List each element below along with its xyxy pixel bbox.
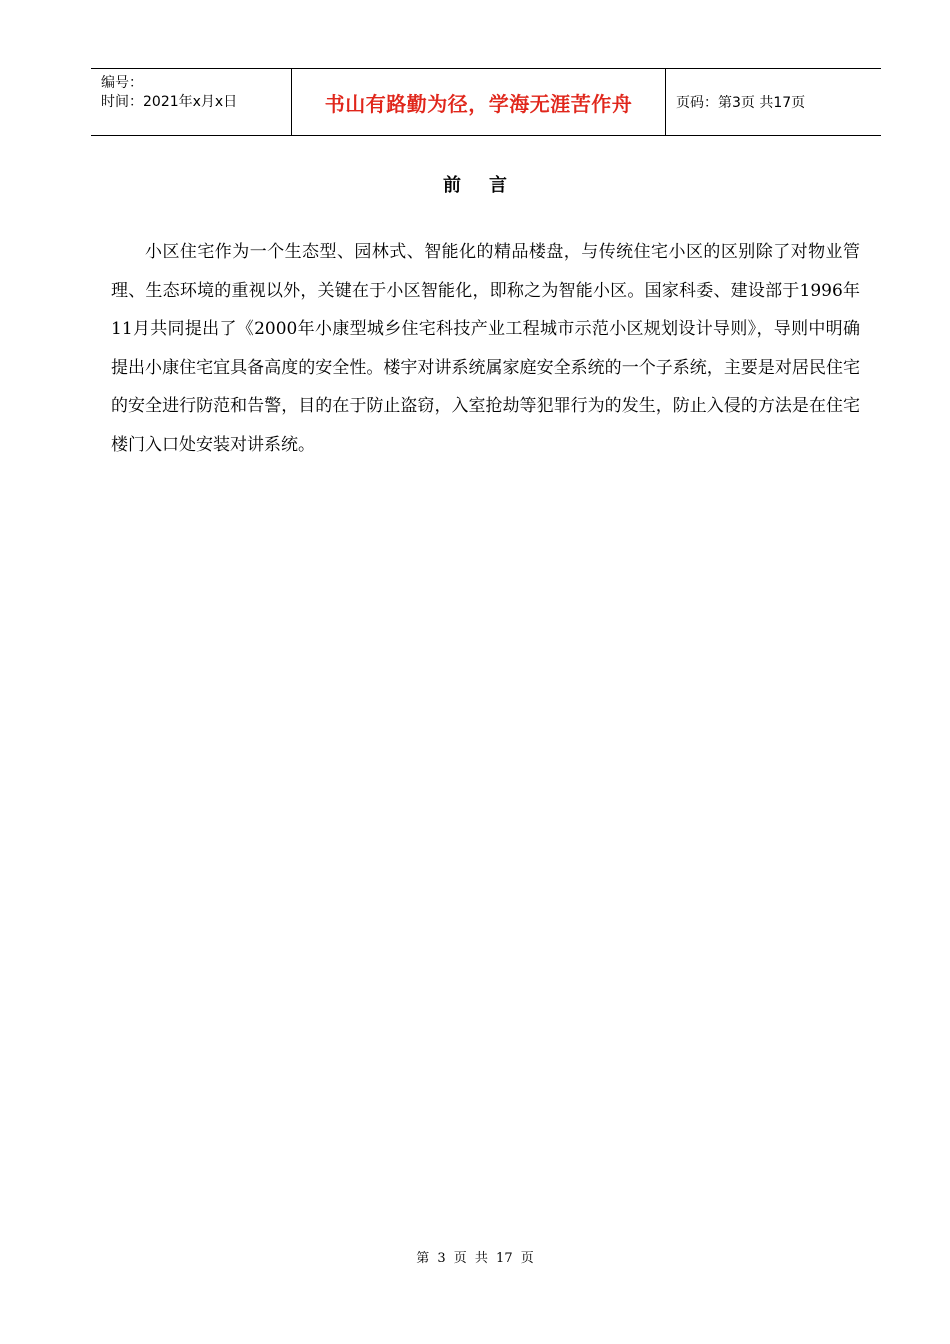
- body-paragraph: 小区住宅作为一个生态型、园林式、智能化的精品楼盘，与传统住宅小区的区别除了对物业管理、生态环境的重视以外，关键在于小区智能化，即称之为智能小区。国家科委、建设部于1996年11月共同提出了《2000年小康型城乡住宅科技产业工程城市示范小区规划设计导则》，导则中明确提出小康住宅宜具备高度的安全性。楼宇对讲系统属家庭安全系统的一个子系统，主要是对居民住宅的安全进行防范和告警，目的在于防止盗窃，入室抢劫等犯罪行为的发生，防止入侵的方法是在住宅楼门入口处安装对讲系统。: [111, 242, 860, 455]
- header-middle-cell: [292, 69, 666, 135]
- header-page-label: 页码：第3页 共17页: [676, 95, 806, 111]
- page-title: 前言: [443, 175, 535, 196]
- header-motto: 书山有路勤为径，学海无涯苦作舟: [324, 91, 633, 116]
- document-time-label: 时间：2021年x月x日: [101, 94, 238, 110]
- header-table: [91, 68, 881, 136]
- header-right-cell: [666, 69, 881, 135]
- page-footer: 第 3 页 共 17 页: [416, 1251, 534, 1266]
- header-left-cell: [91, 69, 292, 135]
- document-number-label: 编号：: [101, 75, 143, 91]
